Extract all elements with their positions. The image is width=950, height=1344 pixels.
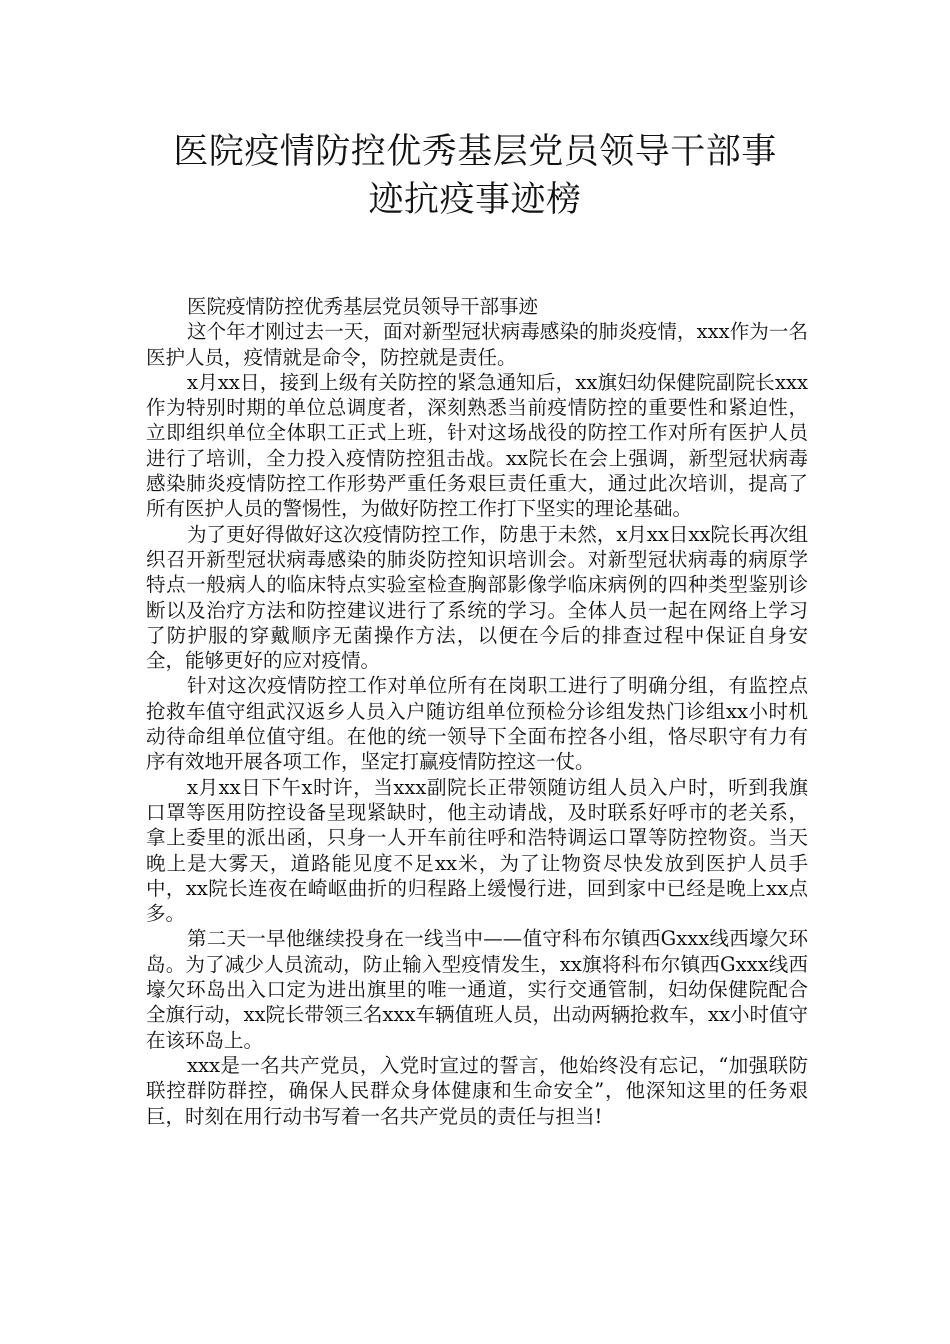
paragraph: x月xx日，接到上级有关防控的紧急通知后，xx旗妇幼保健院副院长xxx作为特别时期的单位总调度者，深刻熟悉当前疫情防控的重要性和紧迫性，立即组织单位全体职工正式上班，针对这场战役的防控工作对所有医护人员进行了培训，全力投入疫情防控狙击战。xx院长在会上强调，新型冠状病毒感染肺炎疫情防控工作形势严重任务艰巨责任重大，通过此次培训，提高了所有医护人员的警惕性，为做好防控工作打下坚实的理论基础。 (146, 370, 808, 521)
paragraph: 这个年才刚过去一天，面对新型冠状病毒感染的肺炎疫情，xxx作为一名医护人员，疫情就是命令，防控就是责任。 (146, 320, 808, 369)
title-line-1: 医院疫情防控优秀基层党员领导干部事 (173, 132, 777, 172)
paragraph: 为了更好得做好这次疫情防控工作，防患于未然，x月xx日xx院长再次组织召开新型冠状病毒感染的肺炎防控知识培训会。对新型冠状病毒的病原学特点一般病人的临床特点实验室检查胸部影像学临床病例的四种类型鉴别诊断以及治疗方法和防控建议进行了系统的学习。全体人员一起在网络上学习了防护服的穿戴顺序无菌操作方法，以便在今后的排查过程中保证自身安全，能够更好的应对疫情。 (146, 522, 808, 673)
document-body (146, 294, 808, 1129)
paragraph-subtitle: 医院疫情防控优秀基层党员领导干部事迹 (187, 295, 539, 318)
paragraph: x月xx日下午x时许，当xxx副院长正带领随访组人员入户时，听到我旗口罩等医用防控设备呈现紧缺时，他主动请战，及时联系好呼市的老关系，拿上委里的派出函，只身一人开车前往呼和浩特调运口罩等防控物资。当天晚上是大雾天，道路能见度不足xx米，为了让物资尽快发放到医护人员手中，xx院长连夜在崎岖曲折的归程路上缓慢行进，回到家中已经是晚上xx点多。 (146, 775, 808, 926)
title-line-2: 迹抗疫事迹榜 (368, 180, 582, 220)
paragraph: 第二天一早他继续投身在一线当中——值守科布尔镇西Gxxx线西壕欠环岛。为了减少人员流动，防止输入型疫情发生，xx旗将科布尔镇西Gxxx线西壕欠环岛出入口定为进出旗里的唯一通道，实行交通管制，妇幼保健院配合全旗行动，xx院长带领三名xxx车辆值班人员，出动两辆抢救车，xx小时值守在该环岛上。 (146, 927, 808, 1052)
document-title (120, 128, 830, 224)
paragraph: xxx是一名共产党员，入党时宣过的誓言，他始终没有忘记，“加强联防联控群防群控，确保人民群众身体健康和生命安全”，他深知这里的任务艰巨，时刻在用行动书写着一名共产党员的责任与担当! (146, 1053, 808, 1128)
paragraph: 针对这次疫情防控工作对单位所有在岗职工进行了明确分组，有监控点抢救车值守组武汉返乡人员入户随访组单位预检分诊组发热门诊组xx小时机动待命组单位值守组。在他的统一领导下全面布控各小组，恪尽职守有力有序有效地开展各项工作，坚定打赢疫情防控这一仗。 (146, 674, 808, 774)
